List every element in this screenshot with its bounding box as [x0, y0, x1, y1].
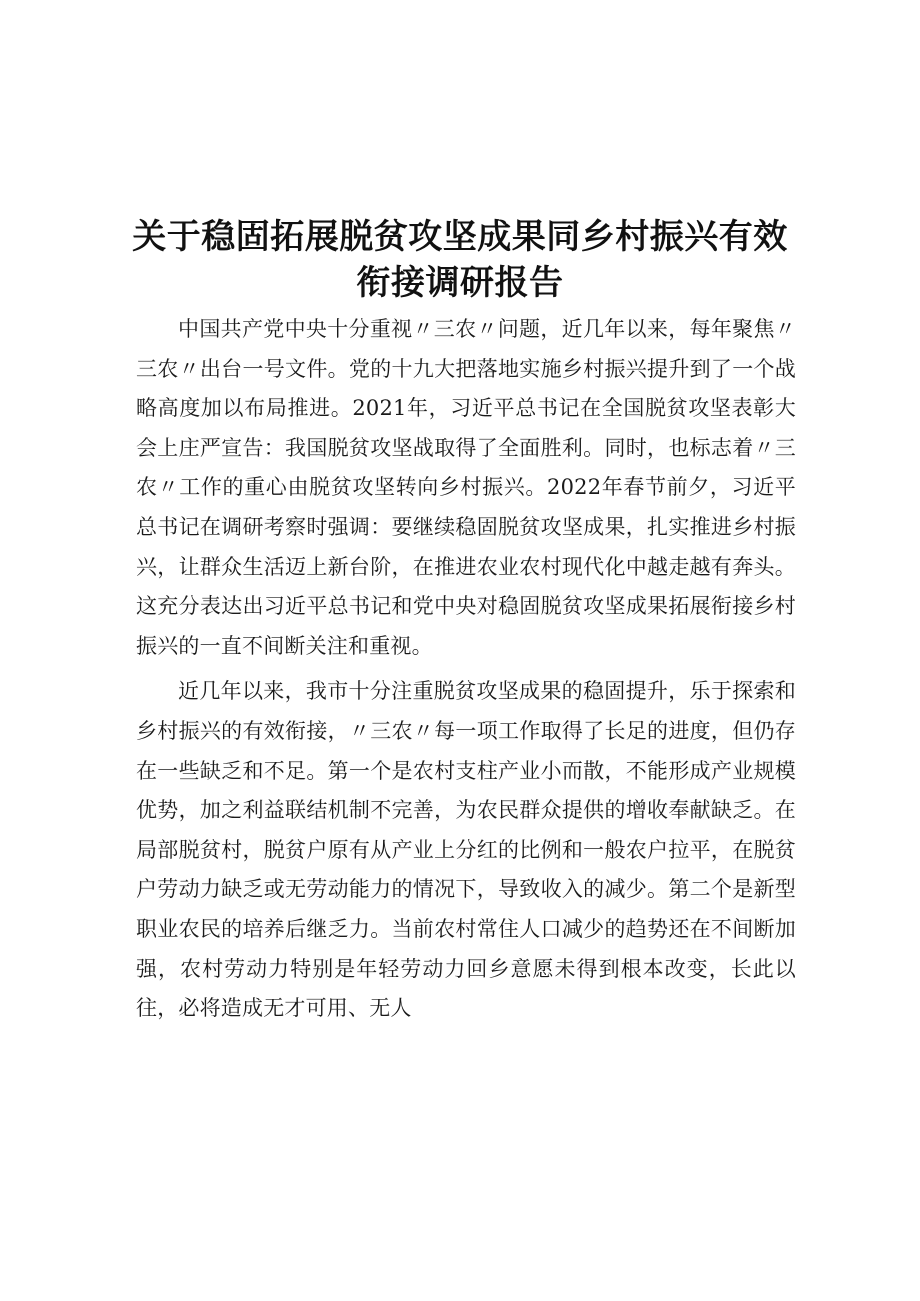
title-line-1: 关于稳固拓展脱贫攻坚成果同乡村振兴有效: [132, 217, 788, 257]
document-body: [136, 310, 796, 1035]
paragraph: 近几年以来，我市十分注重脱贫攻坚成果的稳固提升，乐于探索和乡村振兴的有效衔接，〃三农〃每一项工作取得了长足的进度，但仍存在一些缺乏和不足。第一个是农村支柱产业小而散，不能形成产业规模优势，加之利益联结机制不完善，为农民群众提供的增收奉献缺乏。在局部脱贫村，脱贫户原有从产业上分红的比例和一般农户拉平，在脱贫户劳动力缺乏或无劳动能力的情况下，导致收入的减少。第二个是新型职业农民的培养后继乏力。当前农村常住人口减少的趋势还在不间断加强，农村劳动力特别是年轻劳动力回乡意愿未得到根本改变，长此以往，必将造成无才可用、无人: [136, 679, 796, 1021]
title-line-2: 衔接调研报告: [356, 263, 564, 303]
document-title: [120, 214, 800, 306]
paragraph: 中国共产党中央十分重视〃三农〃问题，近几年以来，每年聚焦〃三农〃出台一号文件。党的十九大把落地实施乡村振兴提升到了一个战略高度加以布局推进。2021年，习近平总书记在全国脱贫攻坚表彰大会上庄严宣告：我国脱贫攻坚战取得了全面胜利。同时，也标志着〃三农〃工作的重心由脱贫攻坚转向乡村振兴。2022年春节前夕，习近平总书记在调研考察时强调：要继续稳固脱贫攻坚成果，扎实推进乡村振兴，让群众生活迈上新台阶，在推进农业农村现代化中越走越有奔头。这充分表达出习近平总书记和党中央对稳固脱贫攻坚成果拓展衔接乡村振兴的一直不间断关注和重视。: [136, 317, 796, 658]
